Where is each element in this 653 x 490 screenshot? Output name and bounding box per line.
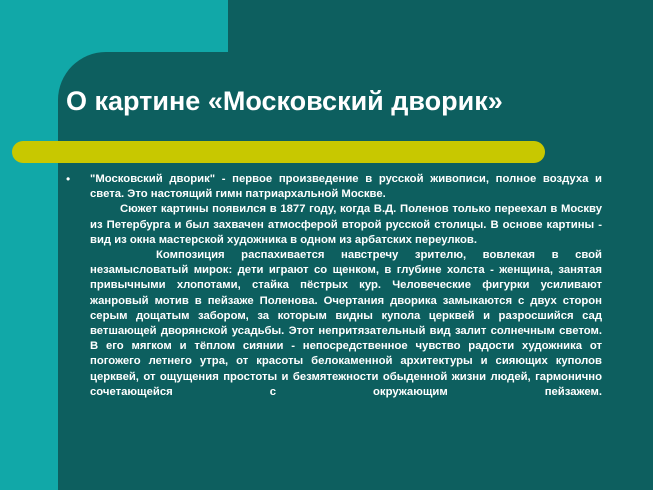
paragraph-3: Композиция распахивается навстречу зрителю, вовлекая в свой незамысловатый мирок: дети играют со щенком, в глубине холста - женщина, занятая привычными хлопотами, стайка пёстрых кур. Человеческие фигурки усиливают жанровый мотив в пейзаже Поленова. Очертания дворика замыкаются с двух сторон серым дощатым забором, за которым видны купола церквей и разросшийся сад ветшающей дворянской усадьбы. Этот непритязательный вид залит солнечным светом. В его мягком и тёплом сиянии - непосредственное чувство радости художника от погожего летнего утра, от красоты белокаменной архитектуры и сияющих куполов церквей, от ощущения простоты и безмятежности обыденной жизни людей, гармонично сочетающейся с окружающим пейзажем. — [90, 249, 602, 398]
paragraph-2: Сюжет картины появился в 1877 году, когда В.Д. Поленов только переехал в Москву из Петербурга и был захвачен атмосферой второй русской столицы. В основе картины - вид из окна мастерской художника в одном из арбатских переулков. — [90, 203, 602, 246]
bullet-icon: • — [66, 172, 71, 186]
body-text — [90, 172, 602, 400]
paragraph-1: "Московский дворик" - первое произведение в русской живописи, полное воздуха и света. Это настоящий гимн патриархальной Москве. — [90, 173, 602, 201]
accent-bar — [12, 141, 545, 163]
decorative-top-band — [228, 0, 653, 52]
slide-title: О картине «Московский дворик» — [66, 86, 503, 116]
